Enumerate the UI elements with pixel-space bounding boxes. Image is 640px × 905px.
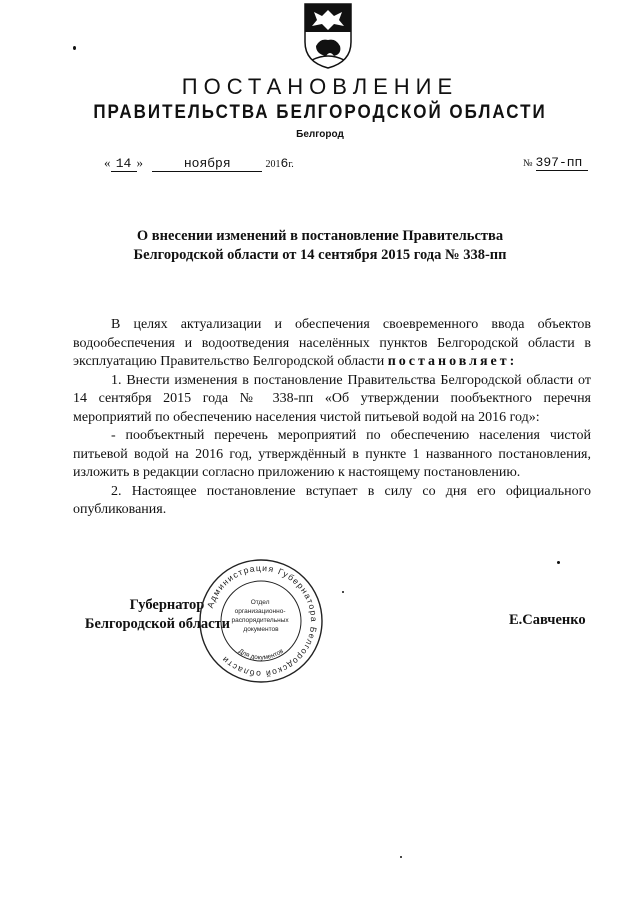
scan-mark xyxy=(400,856,402,858)
number-label: № xyxy=(523,158,533,169)
stamp-ring-text: Администрация Губернатора Белгородской области xyxy=(204,562,320,680)
stamp-center-line-2: организационно- xyxy=(234,608,286,615)
date-year-prefix: 201 xyxy=(265,159,281,170)
date-day: 14 xyxy=(111,156,137,172)
document-date xyxy=(104,155,294,172)
issuing-authority: ПРАВИТЕЛЬСТВА БЕЛГОРОДСКОЙ ОБЛАСТИ xyxy=(93,100,547,123)
svg-text:Отдел организационно- xyxy=(232,599,291,633)
stamp-bottom-text: Для документов xyxy=(237,647,285,662)
body-paragraph-3: - пообъектный перечень мероприятий по обеспечению населения чистой питьевой водой на 2016 год, утверждённый в пункте 1 названного постановления, изложить в редакции согласно приложению к настоящему постановлению. xyxy=(73,428,591,480)
date-month: ноября xyxy=(152,156,262,172)
date-year-suffix: 6 xyxy=(280,156,289,171)
coat-of-arms-emblem xyxy=(302,2,354,70)
stamp-center-line-1: Отдел xyxy=(250,599,270,606)
stamp-center-line-4: документов xyxy=(243,626,279,633)
signatory-title-line-1: Губернатор xyxy=(129,597,205,613)
date-close-quote: » xyxy=(136,155,143,170)
decree-word: постановляет: xyxy=(387,354,518,369)
scan-mark xyxy=(557,561,560,564)
date-open-quote: « xyxy=(104,155,111,170)
heading-line-1: О внесении изменений в постановление Правительства xyxy=(136,228,504,244)
body-paragraph-1 xyxy=(73,316,591,372)
body-paragraph-4: 2. Настоящее постановление вступает в силу со дня его официального опубликования. xyxy=(73,483,591,517)
scan-mark xyxy=(342,591,344,593)
scan-mark xyxy=(73,46,76,50)
number-value: 397-пп xyxy=(536,155,588,171)
svg-text:Для документов xyxy=(237,647,285,661)
date-year-end: г. xyxy=(288,159,294,170)
paragraph-1-text: В целях актуализации и обеспечения своевременного ввода объектов водообеспечения и водоотведения населённых пунктов Белгородской области в эксплуатацию Правительство Белгородской области xyxy=(73,317,591,369)
document-heading xyxy=(90,227,550,265)
stamp-center-line-3: распорядительных xyxy=(231,617,289,624)
signatory-name: Е.Савченко xyxy=(509,612,586,628)
signatory-title-line-2: Белгородской области xyxy=(84,616,230,632)
document-type-title: ПОСТАНОВЛЕНИЕ xyxy=(181,74,459,99)
document-body xyxy=(73,316,591,520)
heading-line-2: Белгородской области от 14 сентября 2015 года № 338-пп xyxy=(133,247,507,263)
official-stamp xyxy=(196,556,326,686)
document-number xyxy=(523,155,588,171)
city-name: Белгород xyxy=(296,129,344,140)
body-paragraph-2: 1. Внести изменения в постановление Правительства Белгородской области от 14 сентября 2015 года № 338-пп «Об утверждении пообъектного перечня мероприятий по обеспечению населения чистой питьевой водой на 2016 год»: xyxy=(73,372,591,425)
